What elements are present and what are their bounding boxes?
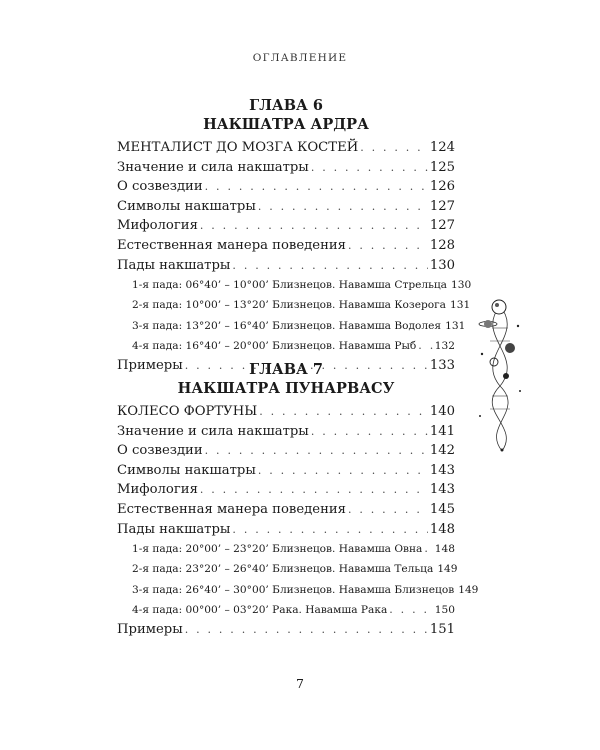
dot-leader — [259, 402, 428, 422]
chapter-title: ГЛАВА 7 — [249, 361, 323, 378]
toc-entry-title: Мифология — [117, 218, 198, 234]
planets-helix-ornament-icon — [470, 296, 530, 456]
toc-entry-title: О созвездии — [117, 179, 203, 195]
toc-entry-title: Примеры — [117, 357, 183, 373]
dot-leader — [418, 336, 432, 355]
toc-entry-page: 130 — [451, 279, 472, 292]
toc-entry-title: 3-я пада: 26°40’ – 30°00’ Близнецов. Навамша Близнецов — [132, 583, 455, 596]
toc-entry-page: 131 — [445, 319, 466, 332]
toc-entry-page: 124 — [429, 140, 455, 155]
dot-leader — [258, 197, 428, 217]
dot-leader — [360, 138, 428, 158]
toc-entry-page: 142 — [429, 443, 455, 459]
toc-entry-page: 141 — [429, 423, 455, 439]
toc-entry-title: КОЛЕСО ФОРТУНЫ — [117, 404, 258, 419]
toc-sub-entry[interactable] — [117, 580, 479, 600]
toc-entry-page: 130 — [429, 257, 455, 273]
toc-sub-entry[interactable] — [117, 336, 455, 356]
toc-entry-page: 128 — [429, 237, 455, 253]
toc-entry-page: 127 — [429, 218, 455, 234]
toc-entry-page: 132 — [434, 339, 455, 352]
toc-entry-page: 127 — [429, 198, 455, 214]
dot-leader — [232, 256, 427, 276]
toc-entry-page: 145 — [429, 501, 455, 517]
dot-leader — [311, 422, 428, 442]
toc-entry[interactable] — [117, 461, 455, 481]
toc-entry-page: 148 — [434, 543, 455, 556]
toc-entry-title: 3-я пада: 13°20’ – 16°40’ Близнецов. Навамша Водолея — [132, 319, 442, 332]
toc-entry-title: Пады накшатры — [117, 257, 231, 273]
toc-sub-entry[interactable] — [117, 559, 458, 579]
dot-leader — [205, 441, 428, 461]
toc-entry-title: Естественная манера поведения — [117, 501, 346, 517]
toc-entry-title: Символы накшатры — [117, 198, 256, 214]
toc-entry-page: 148 — [429, 521, 455, 537]
toc-entry-title: Примеры — [117, 621, 183, 637]
toc-entry-page: 126 — [429, 179, 455, 195]
toc-entry[interactable] — [117, 480, 455, 500]
dot-leader — [311, 158, 428, 178]
toc-entry[interactable] — [117, 520, 455, 540]
toc-entry[interactable] — [117, 422, 455, 442]
chapter-6-section — [117, 96, 472, 376]
toc-sub-entry[interactable] — [117, 539, 455, 559]
toc-entry-title: О созвездии — [117, 443, 203, 459]
toc-entry[interactable] — [117, 158, 455, 178]
toc-entry[interactable] — [117, 620, 455, 640]
toc-entry-page: 151 — [429, 621, 455, 637]
toc-entry-page: 143 — [429, 462, 455, 478]
toc-entry-title: 2-я пада: 10°00’ – 13°20’ Близнецов. Навамша Козерога — [132, 299, 447, 312]
toc-entry-title: МЕНТАЛИСТ ДО МОЗГА КОСТЕЙ — [117, 140, 359, 155]
toc-entry-title: Пады накшатры — [117, 521, 231, 537]
chapter-title: ГЛАВА 6 — [249, 97, 323, 114]
page-number: 7 — [296, 676, 304, 691]
toc-entry-page: 150 — [434, 603, 455, 616]
toc-entry-page: 149 — [458, 583, 479, 596]
toc-sub-entry[interactable] — [117, 295, 471, 315]
toc-entry-page: 140 — [429, 404, 455, 419]
toc-sub-entry[interactable] — [117, 275, 472, 295]
dot-leader — [205, 177, 428, 197]
chapter-subtitle: НАКШАТРА АРДРА — [203, 116, 369, 133]
toc-entry-title: 4-я пада: 00°00’ – 03°20’ Рака. Навамша Рака — [132, 603, 388, 616]
dot-leader — [258, 461, 428, 481]
dot-leader — [424, 539, 432, 558]
toc-entry-title: Мифология — [117, 482, 198, 498]
toc-entry-title: Естественная манера поведения — [117, 237, 346, 253]
toc-entry-page: 143 — [429, 482, 455, 498]
dot-leader — [348, 236, 428, 256]
toc-entry-page: 133 — [429, 357, 455, 373]
dot-leader — [389, 600, 432, 619]
running-head: ОГЛАВЛЕНИЕ — [252, 52, 348, 64]
toc-entry[interactable] — [117, 216, 455, 236]
dot-leader — [232, 520, 427, 540]
toc-entry-page: 125 — [429, 159, 455, 175]
toc-entry[interactable] — [117, 500, 455, 520]
toc-entry-title: 2-я пада: 23°20’ – 26°40’ Близнецов. Навамша Тельца — [132, 563, 434, 576]
toc-entry[interactable] — [117, 138, 455, 158]
toc-entry[interactable] — [117, 441, 455, 461]
chapter-7-section — [117, 360, 479, 640]
toc-entry-title: 1-я пада: 20°00’ – 23°20’ Близнецов. Навамша Овна — [132, 543, 423, 556]
chapter-subtitle: НАКШАТРА ПУНАРВАСУ — [177, 380, 395, 397]
dot-leader — [185, 620, 428, 640]
toc-entry[interactable] — [117, 197, 455, 217]
toc-sub-entry[interactable] — [117, 600, 455, 620]
toc-entry[interactable] — [117, 402, 455, 422]
toc-entry-title: Значение и сила накшатры — [117, 423, 309, 439]
toc-entry[interactable] — [117, 256, 455, 276]
toc-entry-title: 4-я пада: 16°40’ – 20°00’ Близнецов. Навамша Рыб — [132, 339, 417, 352]
toc-entry[interactable] — [117, 177, 455, 197]
toc-entry[interactable] — [117, 236, 455, 256]
dot-leader — [200, 216, 428, 236]
toc-entry-title: Символы накшатры — [117, 462, 256, 478]
toc-sub-entry[interactable] — [117, 316, 466, 336]
toc-entry-title: Значение и сила накшатры — [117, 159, 309, 175]
toc-entry-title: 1-я пада: 06°40’ – 10°00’ Близнецов. Навамша Стрельца — [132, 279, 447, 292]
dot-leader — [200, 480, 428, 500]
dot-leader — [348, 500, 428, 520]
toc-entry-page: 149 — [437, 563, 458, 576]
toc-entry-page: 131 — [450, 299, 471, 312]
